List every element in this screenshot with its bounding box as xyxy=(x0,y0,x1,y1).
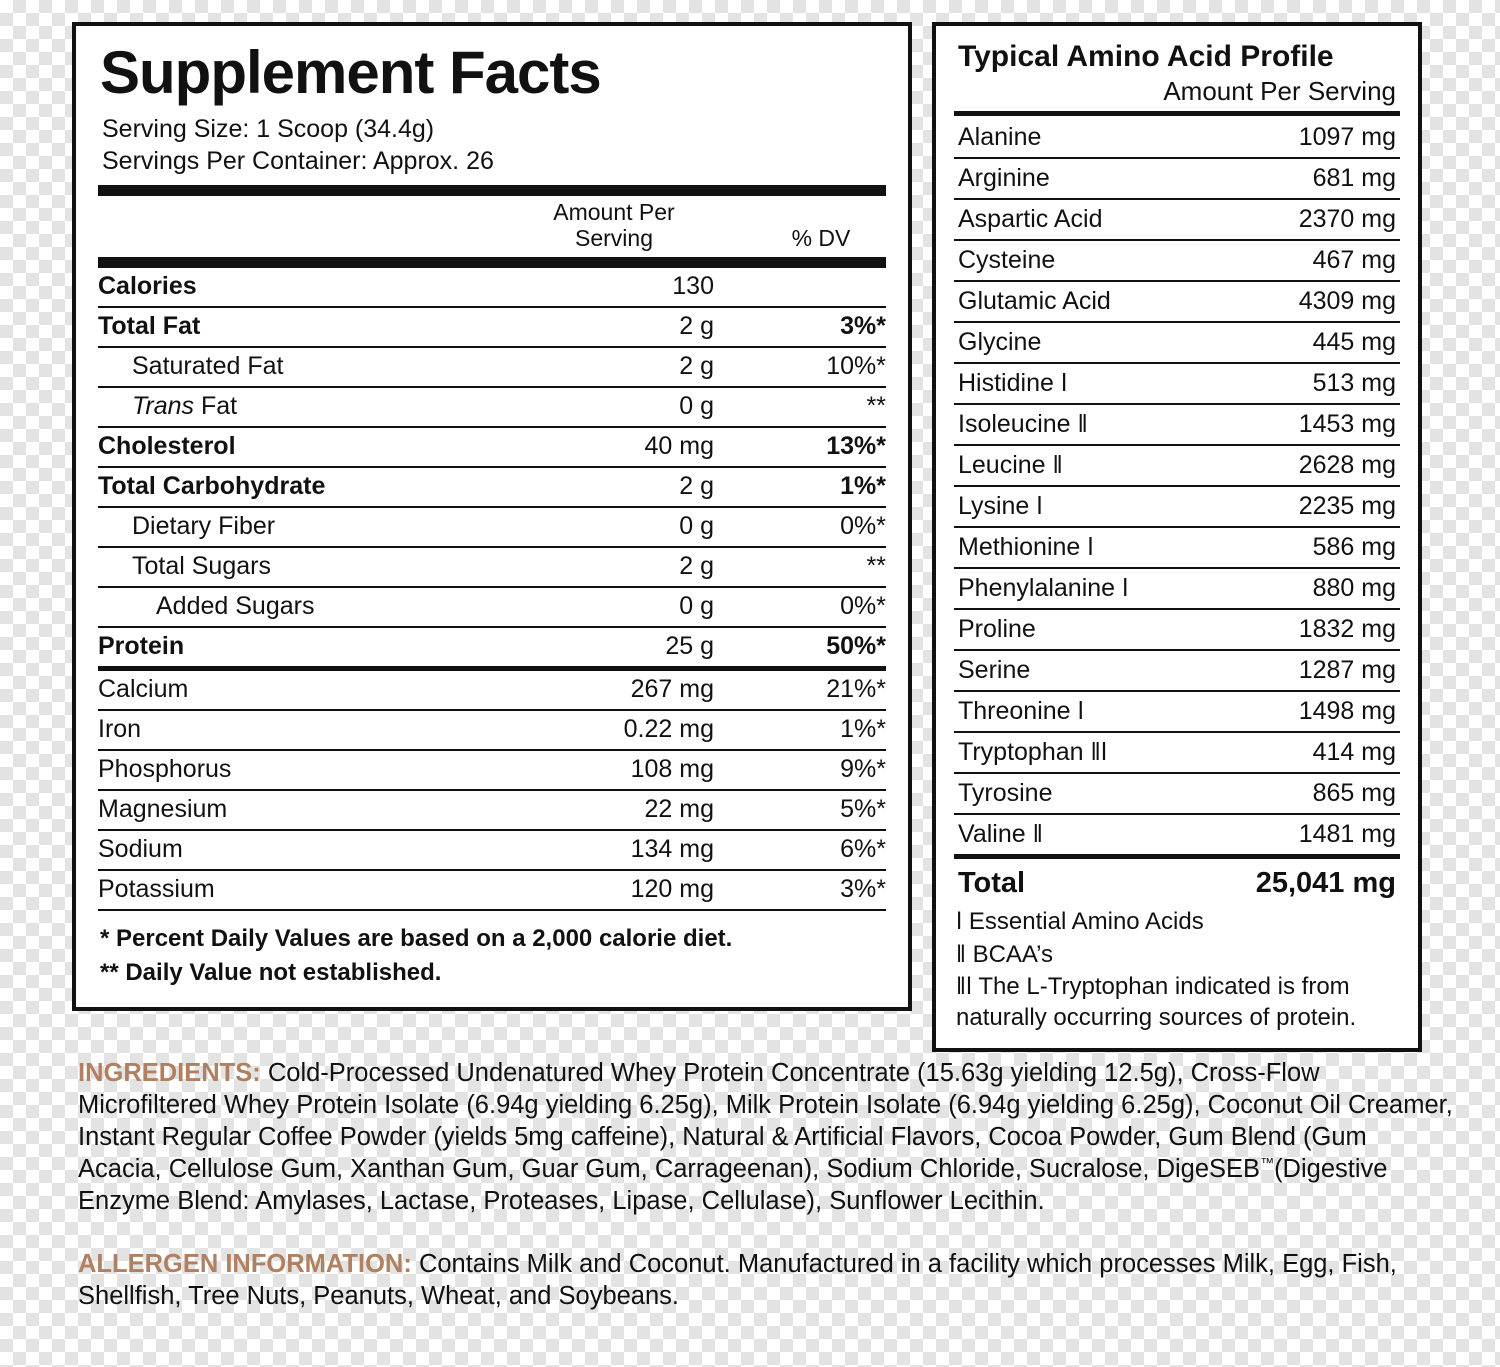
header-percent-dv: % DV xyxy=(756,196,886,262)
nutrient-amount: 108 mg xyxy=(514,750,756,790)
nutrient-amount: 2 g xyxy=(514,467,756,507)
amino-acid-amount: 1287 mg xyxy=(1246,650,1400,691)
amino-acid-name: Serine xyxy=(954,650,1246,691)
amino-acid-total-amount: 25,041 mg xyxy=(1255,867,1396,899)
amino-acid-name: Phenylalanine ǀ xyxy=(954,568,1246,609)
nutrient-percent-dv: 0%* xyxy=(756,507,886,547)
amino-acid-name: Methionine ǀ xyxy=(954,527,1246,568)
footnote-2: ** Daily Value not established. xyxy=(100,959,442,987)
trademark-symbol: ™ xyxy=(1260,1154,1275,1171)
ingredients-text-part1: Cold-Processed Undenatured Whey Protein Concentrate (15.63g yielding 12.5g), Cross-Flow Microfiltered Whey Protein Isolate (6.94g yielding 6.25g), Milk Protein Isolate (6.94g yielding 6.25g), Coconut Oil Creamer, Instant Regular Coffee Powder (yields 5mg caffeine), Natural & Artificial Flavors, Cocoa Powder, Gum Blend (Gum Acacia, Cellulose Gum, Xanthan Gum, Guar Gum, Carrageenan), Sodium Chloride, Sucralose, DigeSEB xyxy=(78,1059,1453,1183)
nutrient-percent-dv: ** xyxy=(756,387,886,427)
page-title: Supplement Facts xyxy=(100,39,601,106)
nutrient-percent-dv: 1%* xyxy=(756,467,886,507)
amino-acid-title: Typical Amino Acid Profile xyxy=(958,40,1334,73)
amino-acid-row xyxy=(954,732,1400,773)
nutrient-name: Cholesterol xyxy=(98,427,514,467)
table-row xyxy=(98,467,886,507)
nutrient-percent-dv: 1%* xyxy=(756,710,886,750)
divider-amino-header xyxy=(954,111,1400,116)
table-row xyxy=(98,830,886,870)
amino-acid-name: Arginine xyxy=(954,158,1246,199)
nutrient-name: Total Carbohydrate xyxy=(98,467,514,507)
amino-acid-row xyxy=(954,404,1400,445)
amino-acid-amount: 2235 mg xyxy=(1246,486,1400,527)
panels-row xyxy=(72,22,1452,1052)
nutrient-name: Calcium xyxy=(98,668,514,710)
nutrient-amount: 2 g xyxy=(514,307,756,347)
bottom-text-block xyxy=(78,1058,1453,1313)
amino-acid-name: Aspartic Acid xyxy=(954,199,1246,240)
nutrient-percent-dv: 13%* xyxy=(756,427,886,467)
table-row xyxy=(98,750,886,790)
table-row xyxy=(98,262,886,307)
table-row xyxy=(98,427,886,467)
amino-acid-row xyxy=(954,240,1400,281)
amino-acid-amount: 467 mg xyxy=(1246,240,1400,281)
amino-acid-row xyxy=(954,118,1400,158)
amino-acid-amount: 1453 mg xyxy=(1246,404,1400,445)
amino-acid-name: Proline xyxy=(954,609,1246,650)
table-row xyxy=(98,790,886,830)
supplement-facts-panel xyxy=(72,22,912,1011)
table-header-row xyxy=(98,196,886,262)
legend-bcaa: ǁ BCAA’s xyxy=(956,940,1054,968)
footnote-1: * Percent Daily Values are based on a 2,000 calorie diet. xyxy=(100,924,733,952)
amino-acid-row xyxy=(954,691,1400,732)
amino-acid-subtitle: Amount Per Serving xyxy=(1163,76,1396,106)
table-row xyxy=(98,307,886,347)
nutrient-name: Total Sugars xyxy=(98,547,514,587)
allergen-text: Contains Milk and Coconut. Manufactured in a facility which processes Milk, Egg, Fish, Shellfish, Tree Nuts, Peanuts, Wheat, and Soybeans. xyxy=(78,1250,1397,1311)
nutrient-percent-dv: 21%* xyxy=(756,668,886,710)
nutrient-percent-dv: 50%* xyxy=(756,627,886,669)
amino-acid-name: Glycine xyxy=(954,322,1246,363)
nutrient-amount: 40 mg xyxy=(514,427,756,467)
nutrient-name: Magnesium xyxy=(98,790,514,830)
nutrient-percent-dv: 10%* xyxy=(756,347,886,387)
amino-acid-row xyxy=(954,322,1400,363)
amino-acid-amount: 1498 mg xyxy=(1246,691,1400,732)
serving-size: Serving Size: 1 Scoop (34.4g) xyxy=(102,115,435,144)
nutrient-amount: 134 mg xyxy=(514,830,756,870)
amino-acid-row xyxy=(954,609,1400,650)
amino-acid-amount: 865 mg xyxy=(1246,773,1400,814)
nutrient-amount: 0.22 mg xyxy=(514,710,756,750)
table-row xyxy=(98,587,886,627)
allergen-label: ALLERGEN INFORMATION: xyxy=(78,1250,412,1279)
nutrient-name: Dietary Fiber xyxy=(98,507,514,547)
nutrient-amount: 0 g xyxy=(514,587,756,627)
header-amount-line1: Amount Per xyxy=(553,199,675,226)
nutrient-percent-dv: 5%* xyxy=(756,790,886,830)
amino-acid-amount: 1097 mg xyxy=(1246,118,1400,158)
table-row xyxy=(98,547,886,587)
amino-acid-name: Threonine ǀ xyxy=(954,691,1246,732)
nutrient-percent-dv: 3%* xyxy=(756,307,886,347)
amino-acid-amount: 513 mg xyxy=(1246,363,1400,404)
amino-acid-total-label: Total xyxy=(958,867,1026,899)
nutrient-amount: 267 mg xyxy=(514,668,756,710)
nutrient-amount: 120 mg xyxy=(514,870,756,910)
nutrient-percent-dv: ** xyxy=(756,547,886,587)
amino-acid-row xyxy=(954,814,1400,857)
amino-acid-table xyxy=(954,118,1400,905)
nutrient-name: Phosphorus xyxy=(98,750,514,790)
nutrient-percent-dv xyxy=(756,262,886,307)
legend-essential: ǀ Essential Amino Acids xyxy=(956,908,1204,935)
amino-acid-amount: 4309 mg xyxy=(1246,281,1400,322)
amino-acid-amount: 1481 mg xyxy=(1246,814,1400,857)
legend-tryptophan: ǁǀ The L-Tryptophan indicated is from naturally occurring sources of protein. xyxy=(956,973,1357,1032)
amino-acid-name: Isoleucine ǁ xyxy=(954,404,1246,445)
ingredients-text-part2: (Digestive Enzyme Blend: Amylases, Lactase, Proteases, Lipase, Cellulase), Sunflower Lecithin. xyxy=(78,1154,1388,1215)
amino-acid-name: Histidine ǀ xyxy=(954,363,1246,404)
amino-acid-total-row xyxy=(954,857,1400,906)
nutrient-percent-dv: 3%* xyxy=(756,870,886,910)
amino-acid-name: Tryptophan ǁǀ xyxy=(954,732,1246,773)
amino-acid-amount: 2370 mg xyxy=(1246,199,1400,240)
nutrient-name: Trans Fat xyxy=(98,387,514,427)
amino-acid-name: Glutamic Acid xyxy=(954,281,1246,322)
amino-acid-row xyxy=(954,363,1400,404)
amino-acid-row xyxy=(954,199,1400,240)
amino-acid-row xyxy=(954,650,1400,691)
table-row xyxy=(98,710,886,750)
nutrient-name: Potassium xyxy=(98,870,514,910)
nutrient-amount: 0 g xyxy=(514,507,756,547)
amino-acid-amount: 2628 mg xyxy=(1246,445,1400,486)
ingredients-block xyxy=(78,1058,1453,1217)
nutrient-percent-dv: 0%* xyxy=(756,587,886,627)
amino-acid-name: Tyrosine xyxy=(954,773,1246,814)
nutrient-name: Sodium xyxy=(98,830,514,870)
amino-acid-amount: 1832 mg xyxy=(1246,609,1400,650)
nutrient-amount: 130 xyxy=(514,262,756,307)
nutrient-amount: 2 g xyxy=(514,547,756,587)
amino-acid-row xyxy=(954,527,1400,568)
amino-acid-amount: 445 mg xyxy=(1246,322,1400,363)
nutrient-amount: 2 g xyxy=(514,347,756,387)
amino-acid-panel xyxy=(932,22,1422,1052)
amino-acid-amount: 586 mg xyxy=(1246,527,1400,568)
nutrient-name: Total Fat xyxy=(98,307,514,347)
table-row xyxy=(98,387,886,427)
table-row xyxy=(98,627,886,669)
table-row xyxy=(98,507,886,547)
ingredients-label: INGREDIENTS: xyxy=(78,1059,261,1087)
amino-acid-amount: 414 mg xyxy=(1246,732,1400,773)
amino-acid-name: Cysteine xyxy=(954,240,1246,281)
nutrient-name: Added Sugars xyxy=(98,587,514,627)
header-amount-line2: Serving xyxy=(575,224,653,251)
divider-thick-top xyxy=(98,185,886,196)
nutrient-name: Protein xyxy=(98,627,514,669)
nutrient-amount: 25 g xyxy=(514,627,756,669)
amino-acid-row xyxy=(954,773,1400,814)
amino-acid-row xyxy=(954,281,1400,322)
amino-acid-name: Lysine ǀ xyxy=(954,486,1246,527)
amino-acid-row xyxy=(954,568,1400,609)
allergen-block xyxy=(78,1249,1453,1313)
nutrient-amount: 22 mg xyxy=(514,790,756,830)
header-amount-per-serving xyxy=(514,196,756,262)
nutrient-percent-dv: 9%* xyxy=(756,750,886,790)
servings-per-container: Servings Per Container: Approx. 26 xyxy=(102,147,494,176)
amino-acid-amount: 880 mg xyxy=(1246,568,1400,609)
nutrient-name: Iron xyxy=(98,710,514,750)
nutrient-percent-dv: 6%* xyxy=(756,830,886,870)
supplement-facts-table xyxy=(98,196,886,911)
nutrient-name: Calories xyxy=(98,262,514,307)
table-row xyxy=(98,347,886,387)
table-row xyxy=(98,870,886,910)
amino-acid-name: Valine ǁ xyxy=(954,814,1246,857)
amino-acid-amount: 681 mg xyxy=(1246,158,1400,199)
amino-acid-name: Leucine ǁ xyxy=(954,445,1246,486)
amino-acid-row xyxy=(954,158,1400,199)
header-blank xyxy=(98,196,514,262)
amino-acid-row xyxy=(954,445,1400,486)
nutrient-name: Saturated Fat xyxy=(98,347,514,387)
nutrient-amount: 0 g xyxy=(514,387,756,427)
table-row xyxy=(98,668,886,710)
amino-acid-row xyxy=(954,486,1400,527)
amino-acid-name: Alanine xyxy=(954,118,1246,158)
